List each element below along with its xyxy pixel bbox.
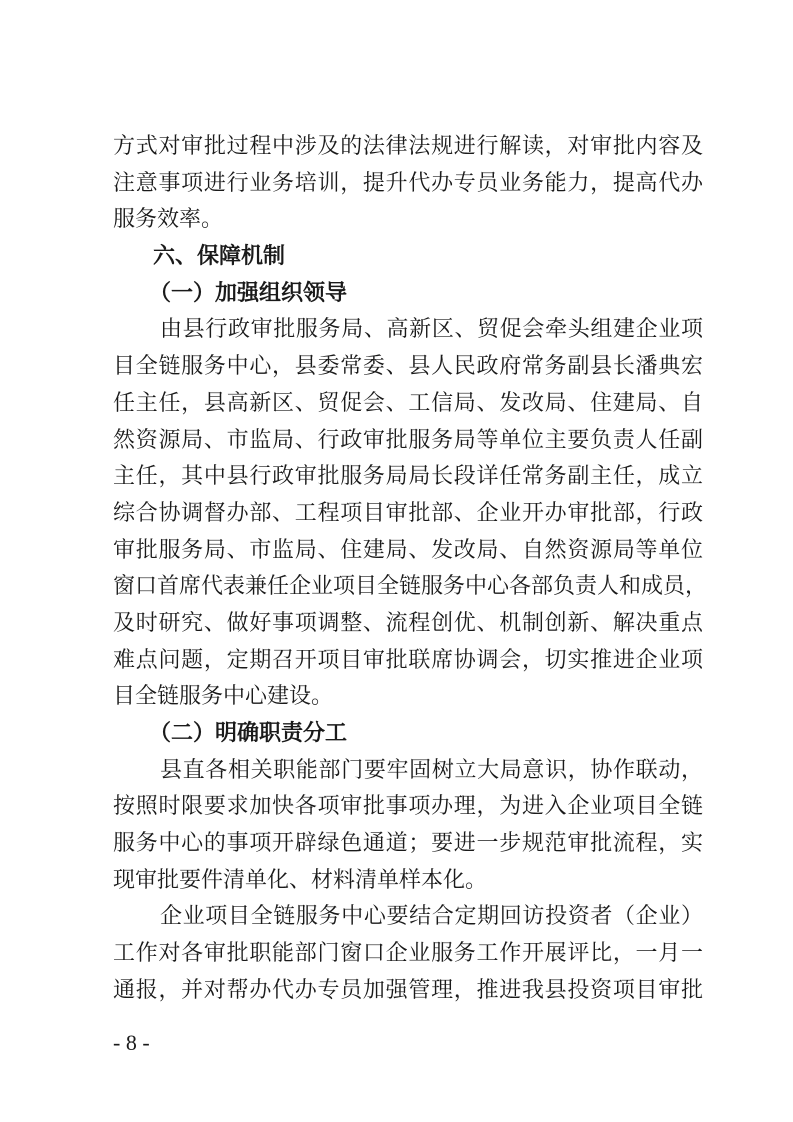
- text-line: 及时研究、做好事项调整、流程创优、机制创新、解决重点: [113, 610, 703, 636]
- text-line: 窗口首席代表兼任企业项目全链服务中心各部负责人和成员，: [113, 574, 708, 600]
- text-line: 通报，并对帮办代办专员加强管理，推进我县投资项目审批: [113, 977, 703, 1003]
- body-text: [113, 129, 708, 1010]
- text-line: 工作对各审批职能部门窗口企业服务工作开展评比，一月一: [113, 941, 703, 967]
- text-line: 难点问题，定期召开项目审批联席协调会，切实推进企业项: [113, 647, 703, 673]
- text-line: 县直各相关职能部门要牢固树立大局意识，协作联动，: [160, 757, 703, 783]
- text-line: 目全链服务中心，县委常委、县人民政府常务副县长潘典宏: [113, 354, 703, 380]
- text-line: 主任，其中县行政审批服务局局长段详任常务副主任，成立: [113, 464, 703, 490]
- text-line: 服务效率。: [113, 207, 224, 233]
- text-line: 注意事项进行业务培训，提升代办专员业务能力，提高代办: [113, 170, 703, 196]
- text-line: 目全链服务中心建设。: [113, 684, 334, 710]
- section-heading: 六、保障机制: [153, 244, 286, 270]
- page-number: - 8 -: [113, 1030, 150, 1055]
- text-line: 现审批要件清单化、材料清单样本化。: [113, 867, 488, 893]
- text-line: 综合协调督办部、工程项目审批部、企业开办审批部，行政: [113, 500, 703, 526]
- text-line: 服务中心的事项开辟绿色通道；要进一步规范审批流程，实: [113, 831, 703, 857]
- text-line: 由县行政审批服务局、高新区、贸促会牵头组建企业项: [160, 317, 703, 343]
- text-line: 任主任，县高新区、贸促会、工信局、发改局、住建局、自: [113, 390, 703, 416]
- text-line: 方式对审批过程中涉及的法律法规进行解读，对审批内容及: [113, 134, 703, 159]
- text-line: 企业项目全链服务中心要结合定期回访投资者（企业）: [160, 904, 703, 930]
- text-line: 审批服务局、市监局、住建局、发改局、自然资源局等单位: [113, 537, 703, 563]
- subsection-heading: （二）明确职责分工: [149, 721, 348, 746]
- text-line: 然资源局、市监局、行政审批服务局等单位主要负责人任副: [113, 427, 703, 453]
- subsection-heading: （一）加强组织领导: [149, 280, 348, 306]
- text-line: 按照时限要求加快各项审批事项办理，为进入企业项目全链: [113, 794, 703, 820]
